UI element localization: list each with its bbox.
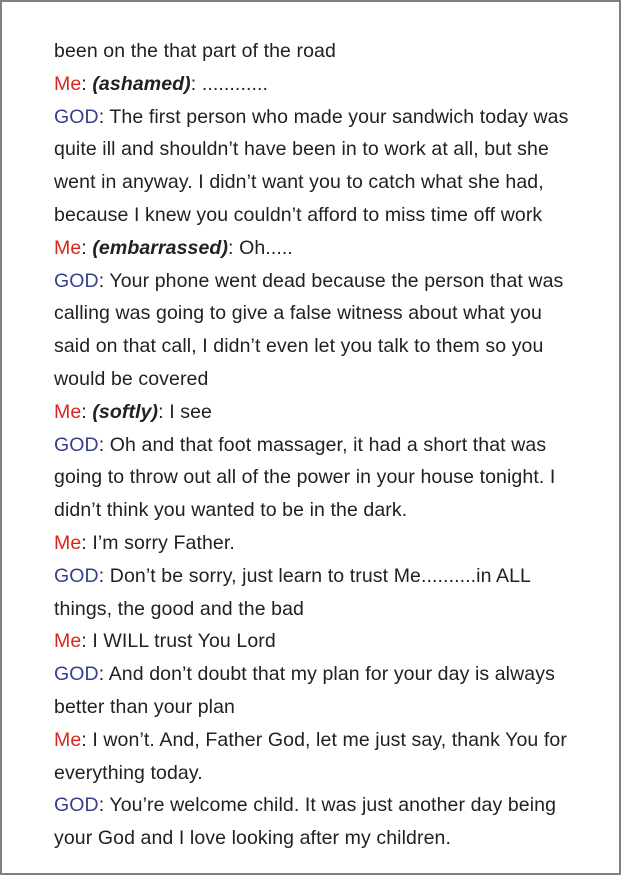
dialogue-text: And don’t doubt that my plan for your day is always better than your plan — [54, 663, 555, 718]
speaker-colon: : — [98, 794, 110, 817]
speaker-label: GOD — [54, 105, 99, 128]
dialogue-text: Your phone went dead because the person that was calling was going to give a false witness about what you said on that call, I didn’t even let you talk to them so you would be covered — [54, 269, 564, 390]
stage-colon: : — [228, 236, 240, 259]
dialogue-text: ............ — [201, 72, 269, 95]
dialogue-line — [54, 232, 573, 265]
stage-direction: (softly) — [92, 400, 159, 423]
dialogue-text: Oh and that foot massager, it had a short that was going to throw out all of the power in your house tonight. I didn’t think you wanted to be in the dark. — [54, 433, 556, 522]
speaker-label: Me — [54, 531, 82, 554]
speaker-label: Me — [54, 400, 82, 423]
stage-direction: (embarrassed) — [92, 236, 229, 259]
dialogue-line — [54, 101, 573, 232]
speaker-label: Me — [54, 72, 82, 95]
speaker-label: GOD — [54, 794, 99, 817]
speaker-label: Me — [54, 728, 82, 751]
speaker-label: GOD — [54, 564, 99, 587]
speaker-label: Me — [54, 236, 82, 259]
dialogue-line — [54, 396, 573, 429]
dialogue-text: I won’t. And, Father God, let me just say, thank You for everything today. — [54, 728, 567, 784]
dialogue-line — [54, 789, 573, 855]
dialogue-line — [54, 527, 573, 560]
speaker-colon: : — [81, 728, 93, 751]
dialogue-text: You’re welcome child. It was just another day being your God and I love looking after my children. — [54, 794, 557, 850]
dialogue-list — [54, 35, 573, 855]
speaker-colon: : — [81, 72, 93, 95]
speaker-label: Me — [54, 630, 82, 653]
dialogue-line — [54, 560, 573, 626]
dialogue-line — [54, 68, 573, 101]
speaker-label: GOD — [54, 433, 99, 456]
stage-direction: (ashamed) — [92, 72, 191, 95]
dialogue-line — [54, 724, 573, 790]
speaker-colon: : — [81, 400, 93, 423]
stage-colon: : — [158, 400, 170, 423]
speaker-colon: : — [81, 531, 93, 554]
dialogue-text: I see — [169, 400, 212, 423]
speaker-colon: : — [81, 630, 93, 653]
speaker-colon: : — [98, 269, 110, 292]
dialogue-text: been on the that part of the road — [54, 40, 336, 62]
speaker-colon: : — [98, 105, 110, 128]
dialogue-line — [54, 625, 573, 658]
dialogue-text: I WILL trust You Lord — [92, 630, 276, 653]
dialogue-line — [54, 429, 573, 527]
dialogue-text: I’m sorry Father. — [92, 531, 235, 554]
speaker-colon: : — [98, 564, 110, 587]
speaker-colon: : — [81, 236, 93, 259]
dialogue-text: Oh..... — [239, 236, 293, 259]
speaker-colon: : — [98, 433, 110, 456]
speaker-colon: : — [98, 663, 109, 686]
dialogue-text: The first person who made your sandwich today was quite ill and shouldn’t have been in to work at all, but she went in anyway. I didn’t want you to catch what she had, because I knew you couldn’t afford to miss time off work — [54, 105, 569, 226]
dialogue-line — [54, 658, 573, 724]
speaker-label: GOD — [54, 269, 99, 292]
dialogue-line — [54, 265, 573, 396]
dialogue-line — [54, 35, 573, 68]
stage-colon: : — [190, 72, 202, 95]
speaker-label: GOD — [54, 663, 99, 686]
dialogue-text: Don’t be sorry, just learn to trust Me..........in ALL things, the good and the bad — [54, 564, 531, 620]
